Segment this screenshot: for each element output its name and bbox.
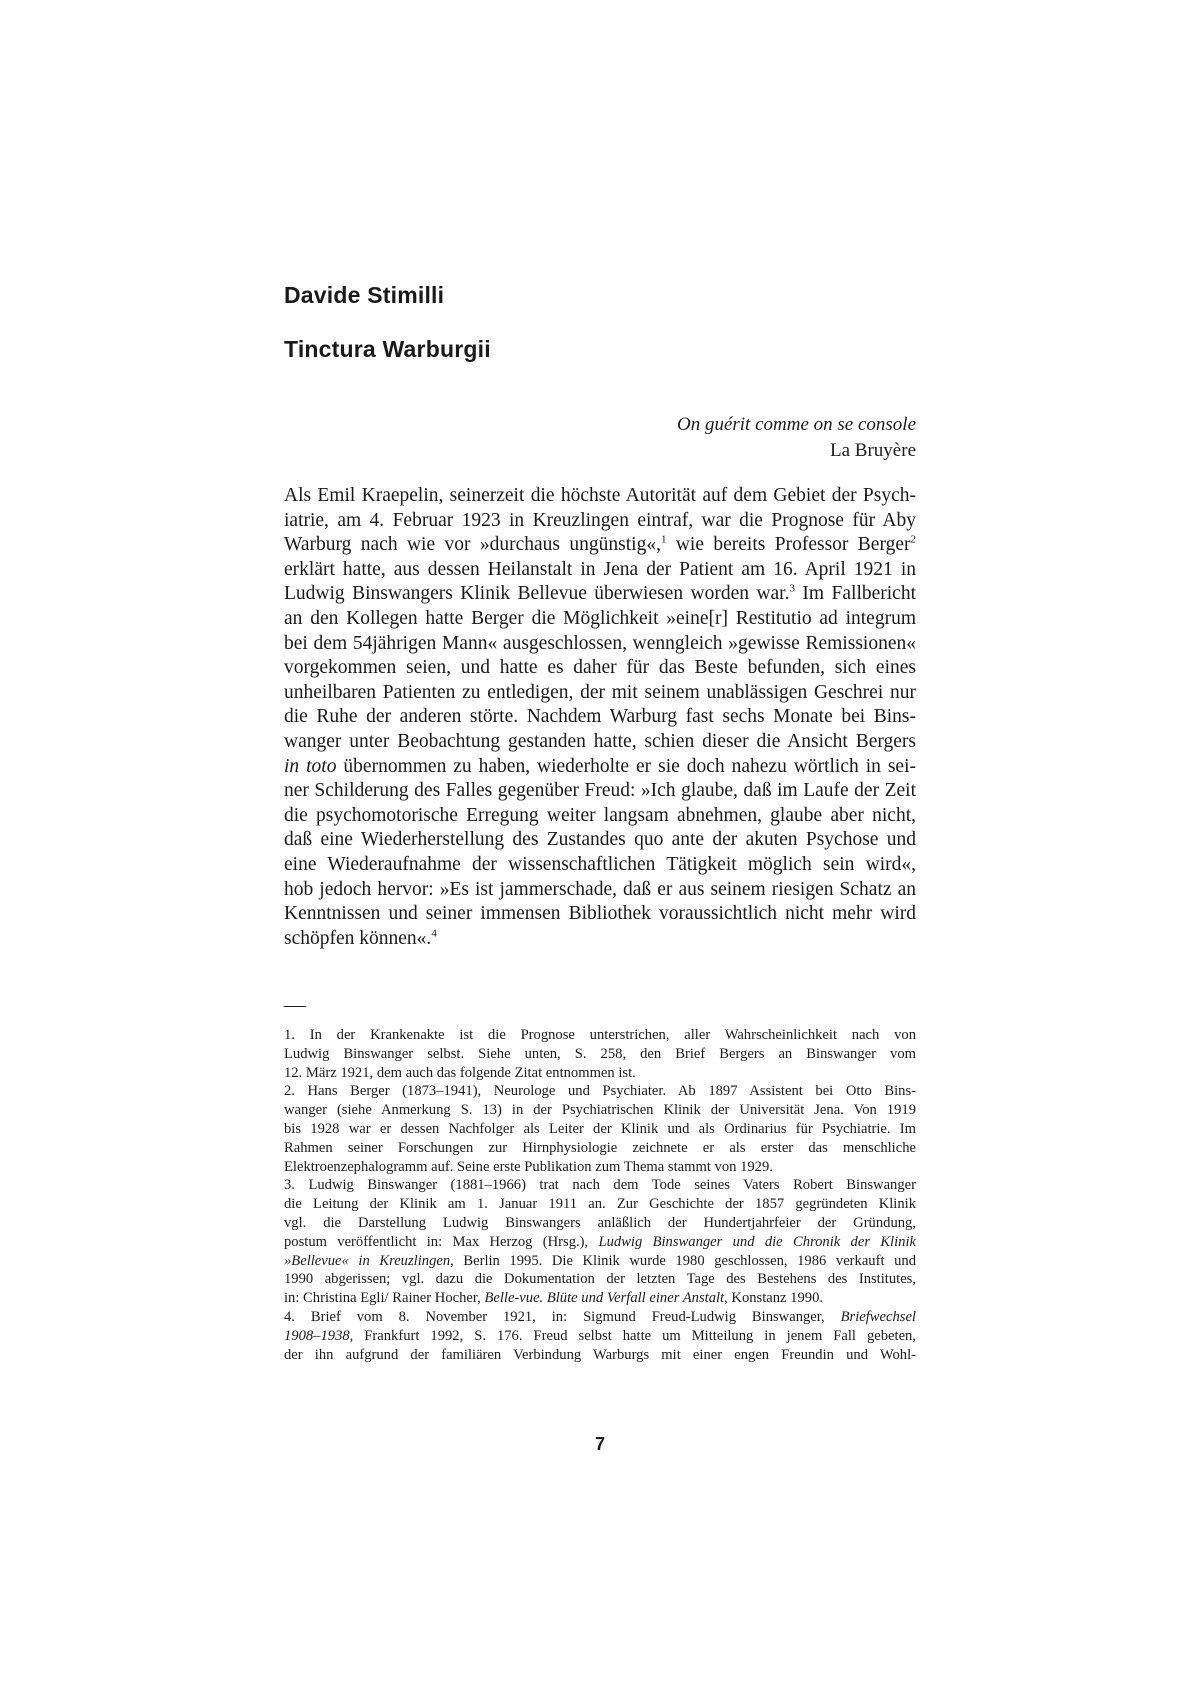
- body-text-run: wie bereits Professor Berger: [666, 534, 911, 556]
- body-line: wanger unter Beobachtung gestanden hatte, schien dieser die Ansicht Bergers: [284, 730, 916, 752]
- body-text-run: schöpfen können«.: [284, 927, 432, 949]
- footnote-line: [284, 1289, 916, 1308]
- footnote-text-run: 4. Brief vom 8. November 1921, in: Sigmund Freud-Ludwig Binswanger,: [284, 1308, 841, 1325]
- footnote-citation-title: »Bellevue« in Kreuzlingen: [284, 1252, 451, 1269]
- body-text-run: übernommen zu haben, wiederholte er sie doch nahezu wörtlich in sei-: [336, 755, 916, 777]
- body-line: iatrie, am 4. Februar 1923 in Kreuzlingen eintraf, war die Prognose für Aby: [284, 509, 916, 531]
- footnote-line: die Leitung der Klinik am 1. Januar 1911 an. Zur Geschichte der 1857 gegründeten Klinik: [284, 1196, 916, 1213]
- footnote-2: [284, 1082, 916, 1176]
- author-name: Davide Stimilli: [284, 282, 445, 308]
- epigraph-source: La Bruyère: [830, 440, 916, 461]
- body-text-run: Ludwig Binswangers Klinik Bellevue überwiesen worden war.: [284, 583, 790, 605]
- body-line: ner Schilderung des Falles gegenüber Freud: »Ich glaube, daß im Laufe der Zeit: [284, 780, 916, 802]
- footnote-line: 3. Ludwig Binswanger (1881–1966) trat nach dem Tode seines Vaters Robert Binswanger: [284, 1177, 916, 1194]
- body-line: die psychomotorische Erregung weiter langsam abnehmen, glaube aber nicht,: [284, 804, 916, 826]
- footnotes: [284, 1026, 916, 1364]
- body-paragraph: [284, 484, 916, 951]
- footnote-line: [284, 1252, 916, 1271]
- footnote-3: [284, 1176, 916, 1308]
- footnote-line: 1990 abgerissen; vgl. dazu die Dokumentation der letzten Tage des Bestehens des Institutes,: [284, 1271, 916, 1288]
- footnote-text-run: in: Christina Egli/ Rainer Hocher,: [284, 1290, 485, 1307]
- body-line: [284, 533, 916, 558]
- footnote-ref-2[interactable]: 2: [910, 533, 916, 546]
- footnote-citation-title: 1908–1938: [284, 1327, 350, 1344]
- body-line: bei dem 54jährigen Mann« ausgeschlossen, wenngleich »gewisse Remissionen«: [284, 632, 916, 654]
- body-line: an den Kollegen hatte Berger die Möglichkeit »eine[r] Restitutio ad integrum: [284, 607, 916, 629]
- footnote-line: 12. März 1921, dem auch das folgende Zitat entnommen ist.: [284, 1064, 636, 1081]
- footnote-ref-4[interactable]: 4: [431, 927, 437, 940]
- body-line: [284, 755, 916, 780]
- footnote-line: Ludwig Binswanger selbst. Siehe unten, S. 258, den Brief Bergers an Binswanger vom: [284, 1045, 916, 1062]
- page-number: 7: [594, 1434, 605, 1454]
- footnote-line: der ihn aufgrund der familiären Verbindung Warburgs mit einer engen Freundin und Wohl-: [284, 1346, 916, 1363]
- footnote-1: [284, 1026, 916, 1082]
- epigraph-quote: On guérit comme on se console: [676, 414, 916, 435]
- body-line: Kenntnissen und seiner immensen Bibliothek voraussichtlich nicht mehr wird: [284, 903, 916, 925]
- body-line: [284, 927, 916, 952]
- body-line: die Ruhe der anderen störte. Nachdem Warburg fast sechs Monate bei Bins-: [284, 706, 916, 728]
- body-line: [284, 582, 916, 607]
- body-line: hob jedoch hervor: »Es ist jammerschade, daß er aus seinem riesigen Schatz an: [284, 878, 916, 900]
- body-line: erklärt hatte, aus dessen Heilanstalt in Jena der Patient am 16. April 1921 in: [284, 558, 916, 580]
- footnote-line: 1. In der Krankenakte ist die Prognose unterstrichen, aller Wahrscheinlichkeit nach von: [284, 1027, 916, 1043]
- body-text-run: Warburg nach wie vor »durchaus ungünstig«,: [284, 534, 661, 556]
- footnote-ref-3[interactable]: 3: [789, 582, 795, 595]
- body-line: eine Wiederaufnahme der wissenschaftlichen Tätigkeit möglich sein wird«,: [284, 853, 916, 875]
- body-text-italic: in toto: [284, 755, 337, 777]
- footnote-text-run: , Frankfurt 1992, S. 176. Freud selbst hatte um Mitteilung in jenem Fall gebeten,: [349, 1327, 916, 1344]
- footnote-ref-1[interactable]: 1: [660, 533, 667, 546]
- body-line: Als Emil Kraepelin, seinerzeit die höchste Autorität auf dem Gebiet der Psych-: [284, 485, 916, 506]
- footnote-citation-title: Briefwechsel: [840, 1308, 916, 1325]
- body-line: daß eine Wiederherstellung des Zustandes quo ante der akuten Psychose und: [284, 829, 916, 851]
- body-text-run: Im Fallbericht: [794, 583, 916, 605]
- footnote-4: [284, 1308, 916, 1364]
- essay-title: Tinctura Warburgii: [284, 336, 491, 362]
- body-line: unheilbaren Patienten zu entledigen, der mit seinem unablässigen Geschrei nur: [284, 681, 916, 703]
- footnote-citation-title: Ludwig Binswanger und die Chronik der Klinik: [598, 1233, 916, 1250]
- epigraph: [677, 412, 916, 464]
- footnote-text-run: , Konstanz 1990.: [724, 1290, 824, 1307]
- footnote-line: [284, 1327, 916, 1346]
- footnote-separator: [284, 1006, 306, 1007]
- footnote-line: [284, 1308, 916, 1327]
- footnote-line: bis 1928 war er dessen Nachfolger als Leiter der Klinik und als Ordinarius für Psychiatrie. Im: [284, 1120, 916, 1137]
- footnote-text-run: , Berlin 1995. Die Klinik wurde 1980 geschlossen, 1986 verkauft und: [450, 1252, 916, 1269]
- footnote-line: vgl. die Darstellung Ludwig Binswangers anläßlich der Hundertjahrfeier der Gründung,: [284, 1214, 916, 1231]
- footnote-line: Rahmen seiner Forschungen zur Hirnphysiologie zeichnete er als erster das menschliche: [284, 1139, 916, 1156]
- footnote-line: Elektroenzephalogramm auf. Seine erste Publikation zum Thema stammt von 1929.: [284, 1158, 773, 1175]
- body-line: vorgekommen seien, und hatte es daher für das Beste befunden, sich eines: [284, 657, 916, 679]
- footnote-text-run: postum veröffentlicht in: Max Herzog (Hrsg.),: [284, 1233, 599, 1250]
- footnote-citation-title: Belle-vue. Blüte und Verfall einer Anstalt: [484, 1290, 725, 1307]
- footnote-line: [284, 1233, 916, 1252]
- footnote-line: 2. Hans Berger (1873–1941), Neurologe und Psychiater. Ab 1897 Assistent bei Otto Bins-: [284, 1083, 916, 1100]
- footnote-line: wanger (siehe Anmerkung S. 13) in der Psychiatrischen Klinik der Universität Jena. Von 1919: [284, 1102, 916, 1119]
